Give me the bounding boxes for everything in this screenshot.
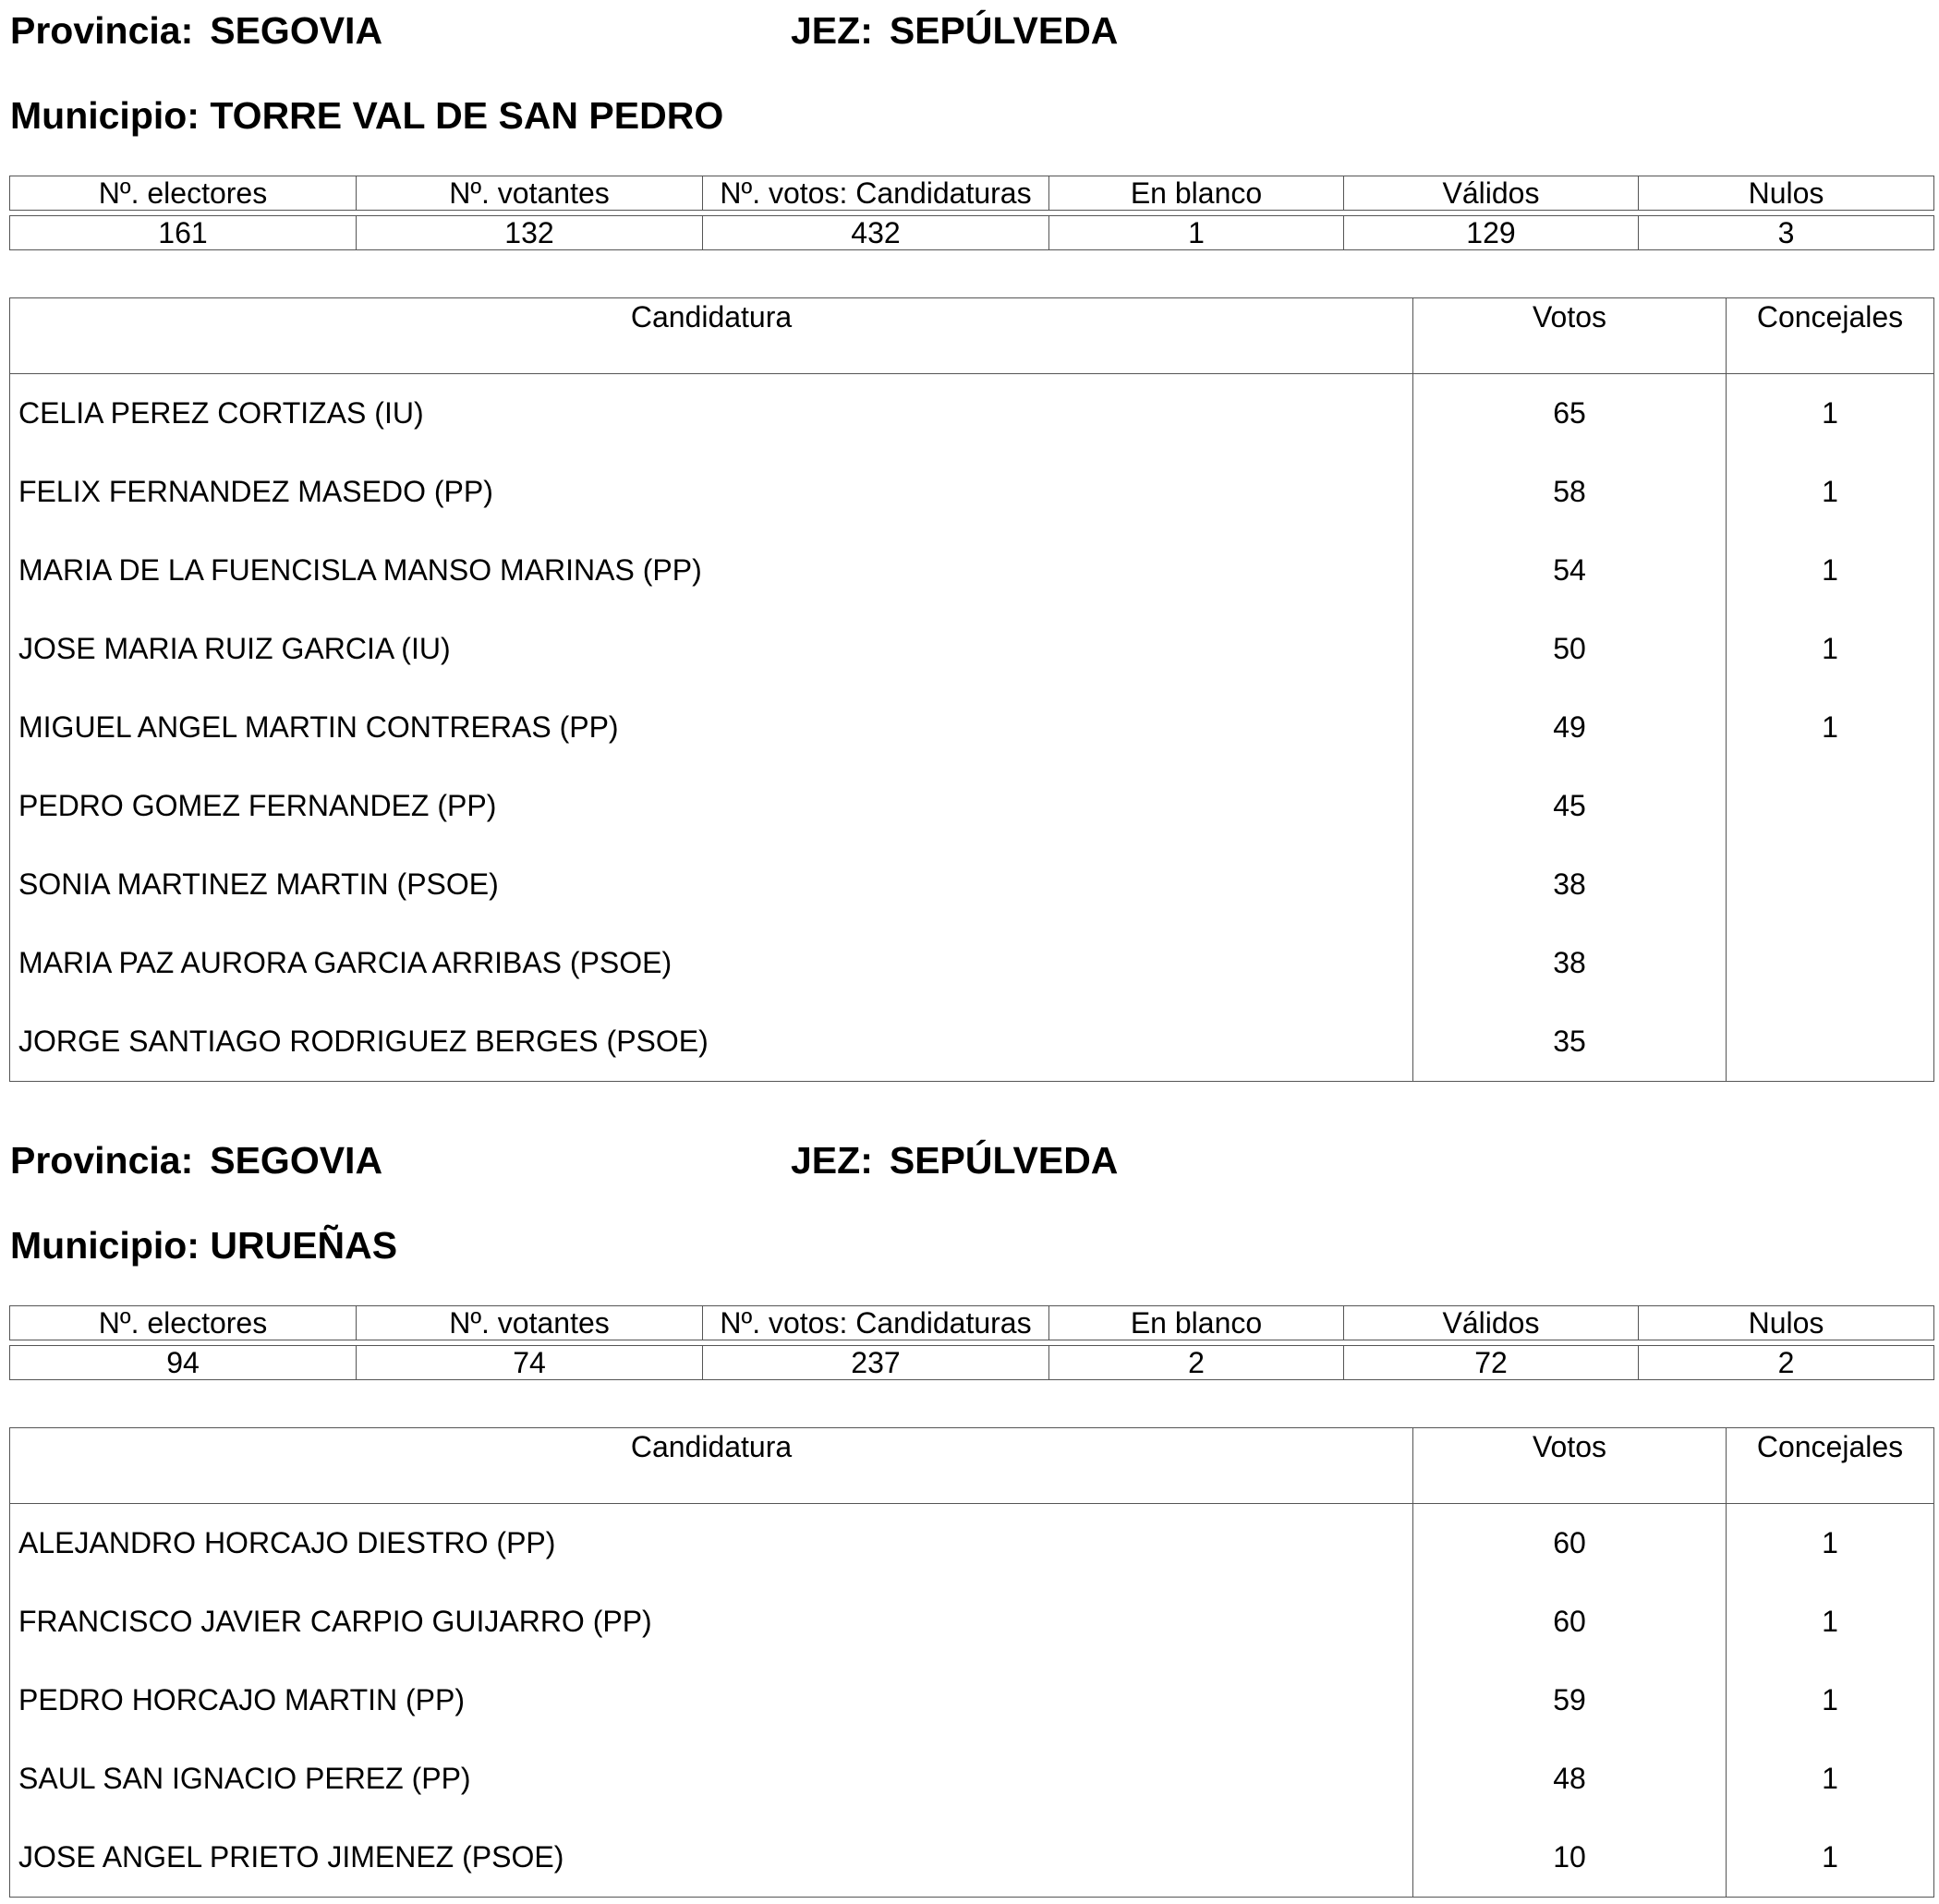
candidate-concejales: [1727, 1002, 1934, 1082]
summary-values-row: [10, 216, 1934, 250]
concejales-header: Concejales: [1727, 298, 1934, 374]
candidate-votos: 60: [1413, 1583, 1727, 1661]
municipio-line: [10, 92, 723, 139]
candidate-row: [10, 1661, 1934, 1740]
candidate-concejales: [1727, 924, 1934, 1002]
candidate-votos: 58: [1413, 453, 1727, 531]
provincia-label: Provincia:: [10, 1139, 194, 1182]
summary-header-cell: Nº. electores: [10, 176, 357, 211]
summary-header-cell: Nº. votantes: [357, 1306, 703, 1340]
candidate-row: [10, 688, 1934, 767]
candidate-votos: 50: [1413, 610, 1727, 688]
candidatura-header: Candidatura: [10, 298, 1413, 374]
candidate-votos: 54: [1413, 531, 1727, 610]
candidate-name: PEDRO HORCAJO MARTIN (PP): [10, 1661, 1413, 1740]
municipio-label: Municipio:: [10, 1224, 200, 1267]
summary-header-cell: Nº. votos: Candidaturas: [703, 176, 1049, 211]
candidate-name: JOSE ANGEL PRIETO JIMENEZ (PSOE): [10, 1818, 1413, 1898]
summary-header-cell: Válidos: [1344, 1306, 1639, 1340]
provincia-value: SEGOVIA: [210, 9, 383, 52]
summary-value-cell: 74: [357, 1346, 703, 1380]
jez-value: SEPÚLVEDA: [889, 1139, 1119, 1182]
summary-header-cell: Nº. votos: Candidaturas: [703, 1306, 1049, 1340]
summary-header-table: [9, 176, 1934, 211]
province-line: [10, 7, 1932, 54]
candidates-header-row: [10, 1428, 1934, 1504]
jez-group: [791, 7, 1118, 54]
province-line: [10, 1137, 1932, 1183]
summary-header-cell: Nº. electores: [10, 1306, 357, 1340]
candidate-votos: 35: [1413, 1002, 1727, 1082]
candidate-votos: 65: [1413, 374, 1727, 454]
candidate-concejales: 1: [1727, 1504, 1934, 1583]
summary-header-cell: En blanco: [1049, 1306, 1344, 1340]
votos-header: Votos: [1413, 1428, 1727, 1504]
candidate-name: FELIX FERNANDEZ MASEDO (PP): [10, 453, 1413, 531]
candidates-table: [9, 1427, 1934, 1898]
summary-value-cell: 94: [10, 1346, 357, 1380]
candidate-votos: 59: [1413, 1661, 1727, 1740]
candidate-concejales: 1: [1727, 1740, 1934, 1818]
summary-header-cell: Válidos: [1344, 176, 1639, 211]
candidate-name: FRANCISCO JAVIER CARPIO GUIJARRO (PP): [10, 1583, 1413, 1661]
candidate-concejales: [1727, 767, 1934, 845]
summary-header-cell: Nulos: [1639, 1306, 1934, 1340]
municipio-value: URUEÑAS: [210, 1224, 398, 1267]
candidate-votos: 48: [1413, 1740, 1727, 1818]
candidate-concejales: 1: [1727, 1583, 1934, 1661]
summary-value-cell: 1: [1049, 216, 1344, 250]
summary-value-cell: 432: [703, 216, 1049, 250]
summary-header-cell: En blanco: [1049, 176, 1344, 211]
summary-header-row: [10, 1306, 1934, 1340]
jez-label: JEZ:: [791, 9, 873, 52]
candidate-concejales: 1: [1727, 610, 1934, 688]
candidate-concejales: 1: [1727, 688, 1934, 767]
candidate-name: MIGUEL ANGEL MARTIN CONTRERAS (PP): [10, 688, 1413, 767]
candidate-votos: 60: [1413, 1504, 1727, 1583]
candidate-name: JORGE SANTIAGO RODRIGUEZ BERGES (PSOE): [10, 1002, 1413, 1082]
candidates-table: [9, 297, 1934, 1082]
candidate-row: [10, 1002, 1934, 1082]
candidatura-header: Candidatura: [10, 1428, 1413, 1504]
jez-group: [791, 1137, 1118, 1183]
votos-header: Votos: [1413, 298, 1727, 374]
candidate-votos: 10: [1413, 1818, 1727, 1898]
jez-label: JEZ:: [791, 1139, 873, 1182]
summary-header-cell: Nulos: [1639, 176, 1934, 211]
candidate-name: MARIA PAZ AURORA GARCIA ARRIBAS (PSOE): [10, 924, 1413, 1002]
candidate-name: MARIA DE LA FUENCISLA MANSO MARINAS (PP): [10, 531, 1413, 610]
summary-value-cell: 3: [1639, 216, 1934, 250]
candidate-votos: 38: [1413, 924, 1727, 1002]
summary-header-table: [9, 1305, 1934, 1340]
candidate-name: SAUL SAN IGNACIO PEREZ (PP): [10, 1740, 1413, 1818]
candidate-row: [10, 610, 1934, 688]
candidate-row: [10, 374, 1934, 454]
municipio-label: Municipio:: [10, 94, 200, 137]
candidate-concejales: 1: [1727, 1661, 1934, 1740]
candidate-concejales: 1: [1727, 531, 1934, 610]
municipio-line: [10, 1222, 397, 1268]
candidate-row: [10, 1583, 1934, 1661]
provincia-label: Provincia:: [10, 9, 194, 52]
candidate-votos: 49: [1413, 688, 1727, 767]
summary-value-cell: 132: [357, 216, 703, 250]
candidate-row: [10, 1818, 1934, 1898]
candidate-concejales: 1: [1727, 453, 1934, 531]
summary-header-row: [10, 176, 1934, 211]
summary-values-table: [9, 1345, 1934, 1380]
candidate-row: [10, 845, 1934, 924]
concejales-header: Concejales: [1727, 1428, 1934, 1504]
candidate-votos: 45: [1413, 767, 1727, 845]
municipio-value: TORRE VAL DE SAN PEDRO: [210, 94, 724, 137]
candidate-name: CELIA PEREZ CORTIZAS (IU): [10, 374, 1413, 454]
candidate-name: PEDRO GOMEZ FERNANDEZ (PP): [10, 767, 1413, 845]
summary-values-table: [9, 215, 1934, 250]
summary-value-cell: 129: [1344, 216, 1639, 250]
candidate-concejales: [1727, 845, 1934, 924]
candidate-row: [10, 924, 1934, 1002]
municipality-section-2: [0, 1130, 1939, 1904]
candidate-concejales: 1: [1727, 374, 1934, 454]
candidate-row: [10, 1504, 1934, 1583]
candidate-name: ALEJANDRO HORCAJO DIESTRO (PP): [10, 1504, 1413, 1583]
summary-values-row: [10, 1346, 1934, 1380]
candidates-header-row: [10, 298, 1934, 374]
jez-value: SEPÚLVEDA: [889, 9, 1119, 52]
summary-value-cell: 161: [10, 216, 357, 250]
candidate-name: JOSE MARIA RUIZ GARCIA (IU): [10, 610, 1413, 688]
summary-value-cell: 2: [1049, 1346, 1344, 1380]
candidate-row: [10, 767, 1934, 845]
candidate-row: [10, 531, 1934, 610]
candidate-votos: 38: [1413, 845, 1727, 924]
candidate-row: [10, 1740, 1934, 1818]
candidate-concejales: 1: [1727, 1818, 1934, 1898]
candidate-row: [10, 453, 1934, 531]
summary-value-cell: 72: [1344, 1346, 1639, 1380]
summary-value-cell: 237: [703, 1346, 1049, 1380]
candidate-name: SONIA MARTINEZ MARTIN (PSOE): [10, 845, 1413, 924]
summary-value-cell: 2: [1639, 1346, 1934, 1380]
provincia-value: SEGOVIA: [210, 1139, 383, 1182]
summary-header-cell: Nº. votantes: [357, 176, 703, 211]
